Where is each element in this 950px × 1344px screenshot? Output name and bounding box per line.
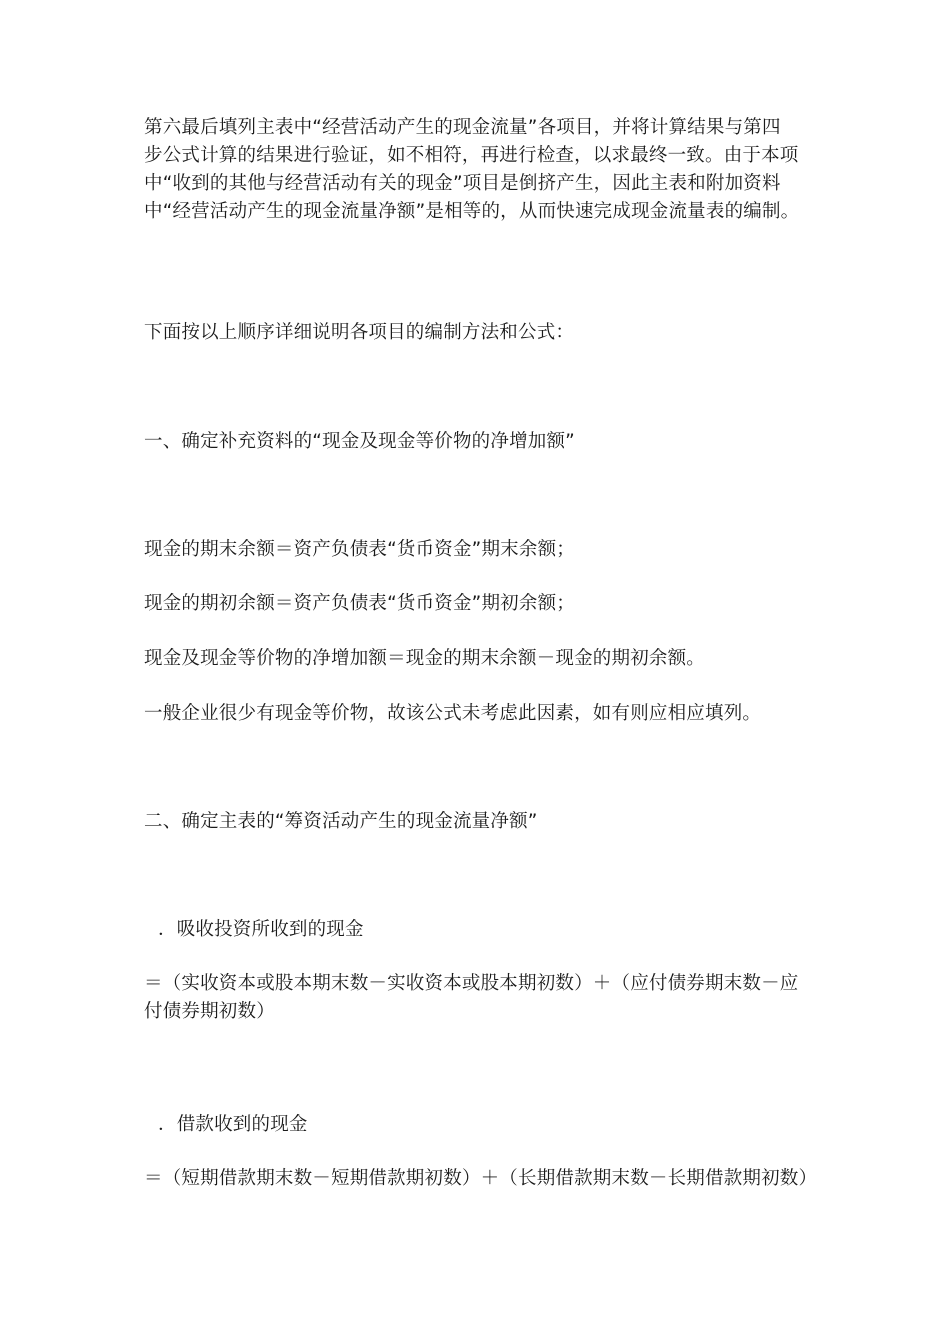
item-1-formula-line-1: ＝（实收资本或股本期末数－实收资本或股本期初数）＋（应付债券期末数－应 [144, 973, 799, 994]
intro-line-3: 中“收到的其他与经营活动有关的现金”项目是倒挤产生，因此主表和附加资料 [144, 173, 781, 194]
intro-line-2: 步公式计算的结果进行验证，如不相符，再进行检查，以求最终一致。由于本项 [144, 145, 799, 166]
section-two-item-2-title: ．借款收到的现金 [158, 1114, 308, 1135]
section-one-formula-2: 现金的期初余额＝资产负债表“货币资金”期初余额； [144, 593, 575, 614]
section-two-item-1-title: ．吸收投资所收到的现金 [158, 919, 364, 940]
method-intro: 下面按以上顺序详细说明各项目的编制方法和公式： [144, 322, 575, 343]
section-one-heading: 一、确定补充资料的“现金及现金等价物的净增加额” [144, 431, 575, 452]
intro-line-1: 第六最后填列主表中“经营活动产生的现金流量”各项目，并将计算结果与第四 [144, 117, 781, 138]
intro-line-4: 中“经营活动产生的现金流量净额”是相等的，从而快速完成现金流量表的编制。 [144, 201, 800, 222]
section-one-formula-1: 现金的期末余额＝资产负债表“货币资金”期末余额； [144, 539, 575, 560]
section-one-formula-3: 现金及现金等价物的净增加额＝现金的期末余额－现金的期初余额。 [144, 648, 706, 669]
section-two-heading: 二、确定主表的“筹资活动产生的现金流量净额” [144, 811, 538, 832]
intro-paragraph [144, 114, 816, 226]
item-1-formula-line-2: 付债券期初数） [144, 1001, 275, 1022]
section-two-item-2-formula: ＝（短期借款期末数－短期借款期初数）＋（长期借款期末数－长期借款期初数） [144, 1168, 818, 1189]
section-one-note: 一般企业很少有现金等价物，故该公式未考虑此因素，如有则应相应填列。 [144, 703, 762, 724]
section-two-item-1-formula [144, 970, 816, 1026]
